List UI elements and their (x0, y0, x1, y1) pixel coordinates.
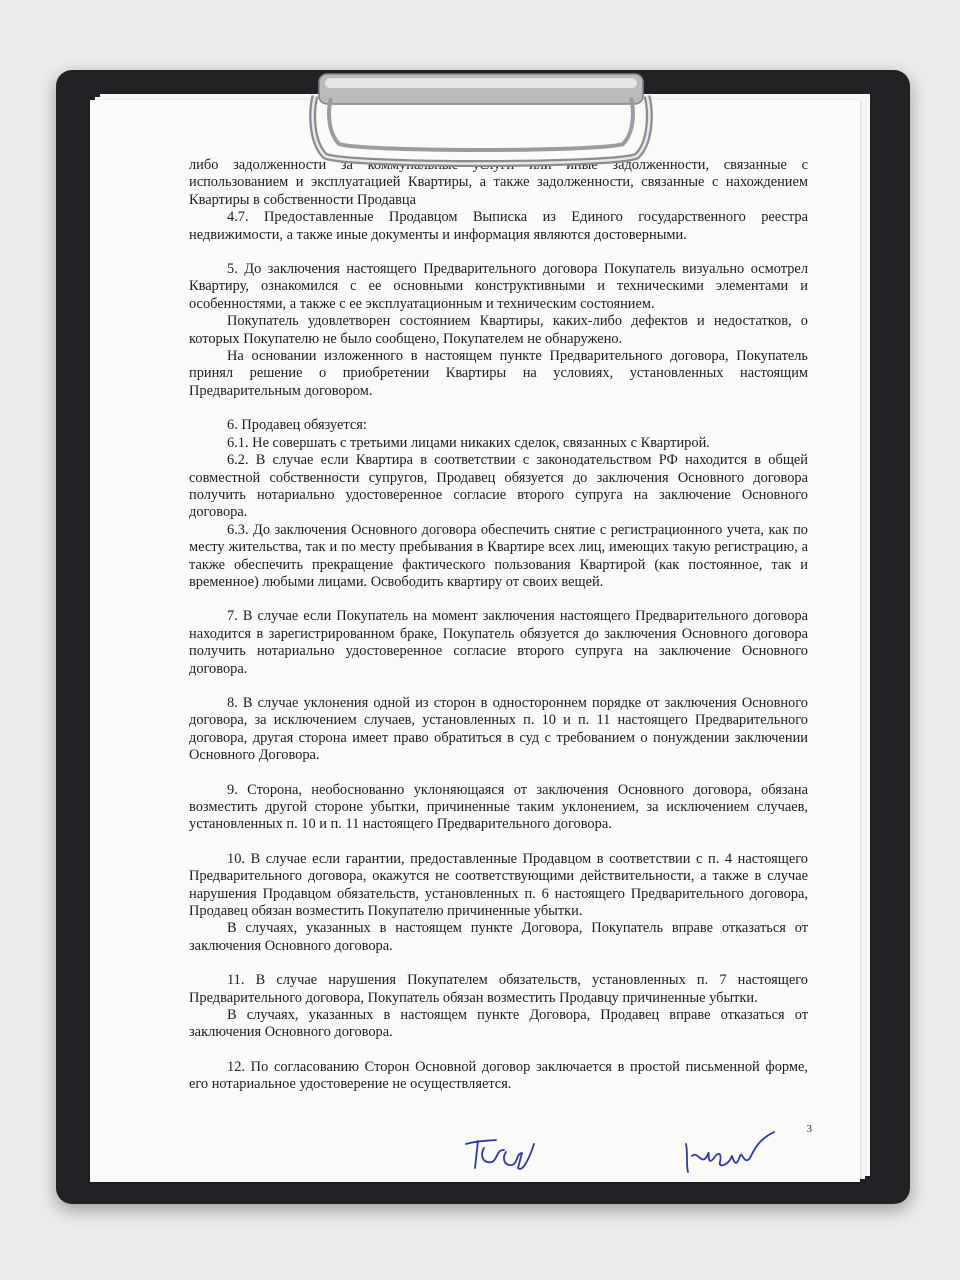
document-paragraph: 8. В случае уклонения одной из сторон в одностороннем порядке от заключения Основного договора, за исключением случаев, установленных п. 10 и п. 11 настоящего Предварительного договора, другая сторона имеет право обратиться в суд с требованием о понуждении заключении Основного Договора. (189, 694, 808, 764)
document-paragraph: На основании изложенного в настоящем пункте Предварительного договора, Покупатель принял решение о приобретении Квартиры на условиях, установленных настоящим Предварительным договором. (189, 348, 808, 399)
document-paragraph: Покупатель удовлетворен состоянием Квартиры, каких-либо дефектов и недостатков, о которых Покупателю не было сообщено, Покупателем не обнаружено. (189, 313, 808, 347)
binder-clip (305, 72, 657, 168)
document-paragraph: 6.1. Не совершать с третьими лицами никаких сделок, связанных с Квартирой. (227, 434, 710, 451)
document-page (90, 100, 860, 1182)
document-paragraph: В случаях, указанных в настоящем пункте Договора, Покупатель вправе отказаться от заключения Основного договора. (189, 920, 808, 954)
document-paragraph: либо задолженности за коммунальные услуги или иные задолженности, связанные с использованием и эксплуатацией Квартиры, а также задолженности, связанные с нахождением Квартиры в собственности Продавца (189, 157, 808, 208)
document-text (189, 157, 808, 1094)
document-paragraph: 4.7. Предоставленные Продавцом Выписка из Единого государственного реестра недвижимости, а также иные документы и информация являются достоверными. (189, 209, 808, 243)
document-paragraph: 6.2. В случае если Квартира в соответствии с законодательством РФ находится в общей совместной собственности супругов, Продавец обязуется до заключения Основного договора получить нотариально удостоверенное согласие второго супруга на заключение Основного договора. (189, 452, 808, 521)
document-paragraph: 5. До заключения настоящего Предварительного договора Покупатель визуально осмотрел Квартиру, ознакомился с ее основными конструктивными и техническими элементами и особенностями, а также с ее эксплуатационным и техническим состоянием. (189, 261, 808, 312)
page-number: 3 (806, 1123, 812, 1135)
document-paragraph: 11. В случае нарушения Покупателем обязательств, установленных п. 7 настоящего Предварительного договора, Покупатель обязан возместить Продавцу причиненные убытки. (189, 972, 808, 1006)
document-paragraph: 12. По согласованию Сторон Основной договор заключается в простой письменной форме, его нотариальное удостоверение не осуществляется. (189, 1058, 808, 1093)
document-paragraph: 6.3. До заключения Основного договора обеспечить снятие с регистрационного учета, как по месту жительства, так и по месту пребывания в Квартире всех лиц, имеющих такую регистрацию, а также обеспечить прекращение фактического пользования Квартирой (как постоянное, так и временное) любыми лицами. Освободить квартиру от своих вещей. (189, 521, 808, 590)
signature-right (678, 1126, 788, 1182)
document-paragraph: 10. В случае если гарантии, предоставленные Продавцом в соответствии с п. 4 настоящего Предварительного договора, окажутся не соответствующими действительности, а также в случае нарушения Продавцом обязательств, установленных п. 6 настоящего Предварительного договора, Продавец обязан возместить Покупателю причиненные убытки. (189, 850, 808, 920)
document-paragraph: 6. Продавец обязуется: (227, 417, 367, 434)
signature-left (462, 1132, 552, 1176)
document-paragraph: 9. Сторона, необоснованно уклоняющаяся от заключения Основного договора, обязана возместить другой стороне убытки, причиненные таким уклонением, за исключением случаев, установленных п. 10 и п. 11 настоящего Предварительного договора. (189, 781, 808, 833)
document-paragraph: 7. В случае если Покупатель на момент заключения настоящего Предварительного договора находится в зарегистрированном браке, Покупатель обязуется до заключения Основного договора получить нотариально удостоверенное согласие второго супруга на заключение Основного договора. (189, 608, 808, 677)
document-paragraph: В случаях, указанных в настоящем пункте Договора, Продавец вправе отказаться от заключения Основного договора. (189, 1007, 808, 1041)
